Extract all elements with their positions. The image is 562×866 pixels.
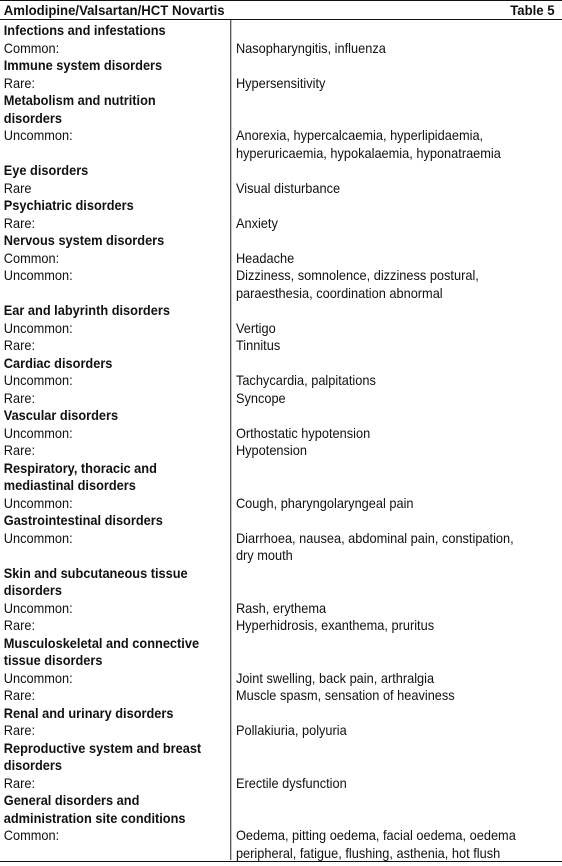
frequency-label: Rare: bbox=[3, 618, 36, 633]
table-row bbox=[0, 145, 562, 163]
organ-class-row bbox=[0, 110, 562, 128]
organ-class-label: disorders bbox=[3, 758, 62, 773]
organ-class-label: Vascular disorders bbox=[3, 408, 119, 423]
organ-class-row bbox=[0, 740, 562, 758]
organ-class-row bbox=[0, 705, 562, 723]
adverse-reaction-text: Visual disturbance bbox=[235, 180, 341, 196]
organ-class-label: Renal and urinary disorders bbox=[3, 705, 174, 721]
organ-class-row bbox=[0, 810, 562, 828]
adverse-reaction-text bbox=[230, 407, 562, 425]
table-row bbox=[0, 827, 562, 845]
table-row bbox=[0, 320, 562, 338]
adverse-reaction-text: dry mouth bbox=[235, 548, 293, 563]
organ-class-label: disorders bbox=[3, 583, 62, 598]
frequency-label: Rare: bbox=[3, 215, 36, 231]
organ-class-row bbox=[0, 355, 562, 373]
adverse-reaction-text: Anxiety bbox=[235, 215, 278, 231]
adverse-reaction-text bbox=[230, 810, 562, 828]
bottom-rule bbox=[0, 861, 562, 862]
frequency-label: Rare bbox=[3, 180, 32, 196]
frequency-label: Uncommon: bbox=[3, 425, 73, 441]
table-row bbox=[0, 285, 562, 303]
organ-class-label: Infections and infestations bbox=[3, 23, 166, 38]
table-row bbox=[0, 180, 562, 198]
organ-class-label: Psychiatric disorders bbox=[3, 198, 134, 213]
organ-class-label: Immune system disorders bbox=[3, 58, 163, 73]
adverse-reaction-text bbox=[230, 582, 562, 600]
adverse-reaction-text: Rash, erythema bbox=[235, 600, 327, 616]
frequency-label: Uncommon: bbox=[3, 268, 73, 283]
table-row bbox=[0, 390, 562, 408]
frequency-label: Uncommon: bbox=[3, 373, 73, 388]
frequency-label bbox=[0, 547, 230, 565]
adverse-reaction-text: Pollakiuria, polyuria bbox=[235, 723, 347, 738]
frequency-label: Uncommon: bbox=[3, 320, 73, 336]
frequency-label bbox=[0, 145, 230, 163]
organ-class-label: mediastinal disorders bbox=[3, 478, 136, 493]
organ-class-label: Eye disorders bbox=[3, 163, 89, 178]
adverse-reaction-text: Orthostatic hypotension bbox=[235, 425, 371, 441]
frequency-label: Common: bbox=[3, 40, 60, 56]
adverse-reaction-text bbox=[230, 792, 562, 810]
frequency-label: Uncommon: bbox=[3, 600, 73, 616]
adverse-reaction-text: Oedema, pitting oedema, facial oedema, oedema bbox=[235, 828, 516, 843]
adverse-reaction-text: Diarrhoea, nausea, abdominal pain, constipation, bbox=[235, 530, 514, 546]
organ-class-label: Musculoskeletal and connective bbox=[3, 635, 200, 651]
organ-class-label: Cardiac disorders bbox=[3, 355, 113, 371]
frequency-label bbox=[0, 285, 230, 303]
adverse-reaction-text bbox=[230, 635, 562, 653]
adverse-reaction-text: Anorexia, hypercalcaemia, hyperlipidaemia, bbox=[235, 128, 484, 143]
adverse-reaction-text bbox=[230, 355, 562, 373]
frequency-label: Uncommon: bbox=[3, 495, 73, 511]
adverse-reaction-text bbox=[230, 302, 562, 320]
organ-class-row bbox=[0, 757, 562, 775]
adverse-events-table bbox=[0, 22, 562, 862]
adverse-reaction-text: Syncope bbox=[235, 390, 286, 406]
table-row bbox=[0, 442, 562, 460]
organ-class-row bbox=[0, 460, 562, 478]
adverse-reaction-text: Erectile dysfunction bbox=[235, 775, 347, 791]
adverse-reaction-text: Tinnitus bbox=[235, 338, 281, 353]
frequency-label: Rare: bbox=[3, 775, 36, 791]
table-row bbox=[0, 127, 562, 145]
table-row bbox=[0, 617, 562, 635]
adverse-reaction-text: Hyperhidrosis, exanthema, pruritus bbox=[235, 618, 435, 633]
organ-class-row bbox=[0, 162, 562, 180]
adverse-reaction-text bbox=[230, 197, 562, 215]
table-row bbox=[0, 267, 562, 285]
organ-class-label: Ear and labyrinth disorders bbox=[3, 303, 170, 318]
organ-class-label: Reproductive system and breast bbox=[3, 740, 202, 756]
organ-class-label: tissue disorders bbox=[3, 653, 103, 668]
organ-class-row bbox=[0, 635, 562, 653]
adverse-reaction-text bbox=[230, 22, 562, 40]
organ-class-label: Nervous system disorders bbox=[3, 233, 165, 248]
organ-class-row bbox=[0, 407, 562, 425]
frequency-label: Common: bbox=[3, 250, 60, 266]
frequency-label bbox=[0, 845, 230, 863]
frequency-label: Common: bbox=[3, 828, 60, 843]
organ-class-row bbox=[0, 512, 562, 530]
table-row bbox=[0, 250, 562, 268]
table-row bbox=[0, 75, 562, 93]
adverse-reaction-text bbox=[230, 740, 562, 758]
adverse-reaction-text: Cough, pharyngolaryngeal pain bbox=[235, 495, 414, 511]
table-row bbox=[0, 372, 562, 390]
organ-class-row bbox=[0, 792, 562, 810]
organ-class-row bbox=[0, 582, 562, 600]
adverse-reaction-text bbox=[230, 705, 562, 723]
table-row bbox=[0, 530, 562, 548]
adverse-reaction-text bbox=[230, 757, 562, 775]
adverse-reaction-text bbox=[230, 232, 562, 250]
adverse-reaction-text: Dizziness, somnolence, dizziness postural, bbox=[235, 268, 479, 283]
table-row bbox=[0, 495, 562, 513]
organ-class-row bbox=[0, 565, 562, 583]
frequency-label: Rare: bbox=[3, 443, 36, 458]
adverse-reaction-text: Nasopharyngitis, influenza bbox=[235, 40, 386, 56]
table-row bbox=[0, 547, 562, 565]
organ-class-row bbox=[0, 57, 562, 75]
adverse-reaction-text: Hypersensitivity bbox=[235, 75, 326, 91]
table-row bbox=[0, 425, 562, 443]
adverse-reaction-text: peripheral, fatigue, flushing, asthenia, hot flush bbox=[235, 845, 501, 861]
table-row bbox=[0, 40, 562, 58]
table-row bbox=[0, 775, 562, 793]
table-row bbox=[0, 722, 562, 740]
frequency-label: Uncommon: bbox=[3, 128, 73, 143]
adverse-reaction-text: paraesthesia, coordination abnormal bbox=[235, 285, 443, 301]
frequency-label: Rare: bbox=[3, 688, 36, 703]
adverse-reaction-text: Tachycardia, palpitations bbox=[235, 373, 376, 388]
organ-class-label: administration site conditions bbox=[3, 810, 186, 826]
adverse-reaction-text bbox=[230, 460, 562, 478]
organ-class-row bbox=[0, 197, 562, 215]
frequency-label: Rare: bbox=[3, 75, 36, 91]
adverse-reaction-text: Hypotension bbox=[235, 443, 307, 458]
table-row bbox=[0, 600, 562, 618]
adverse-reaction-text bbox=[230, 652, 562, 670]
document-title: Amlodipine/Valsartan/HCT Novartis bbox=[3, 2, 225, 18]
adverse-reaction-text bbox=[230, 512, 562, 530]
adverse-reaction-text bbox=[230, 110, 562, 128]
adverse-reaction-text bbox=[230, 92, 562, 110]
table-row bbox=[0, 670, 562, 688]
organ-class-row bbox=[0, 302, 562, 320]
organ-class-row bbox=[0, 652, 562, 670]
frequency-label: Uncommon: bbox=[3, 670, 73, 686]
organ-class-label: General disorders and bbox=[3, 793, 140, 808]
table-row bbox=[0, 215, 562, 233]
organ-class-label: Respiratory, thoracic and bbox=[3, 460, 157, 476]
organ-class-label: Gastrointestinal disorders bbox=[3, 513, 163, 528]
adverse-reaction-text: hyperuricaemia, hypokalaemia, hyponatraemia bbox=[235, 145, 501, 161]
organ-class-label: Metabolism and nutrition bbox=[3, 93, 156, 108]
frequency-label: Rare: bbox=[3, 390, 36, 406]
adverse-reaction-text: Headache bbox=[235, 250, 295, 266]
table-header bbox=[0, 0, 562, 20]
frequency-label: Rare: bbox=[3, 723, 36, 738]
adverse-reaction-text: Joint swelling, back pain, arthralgia bbox=[235, 670, 435, 686]
organ-class-label: disorders bbox=[3, 110, 62, 126]
adverse-reaction-text bbox=[230, 477, 562, 495]
organ-class-row bbox=[0, 477, 562, 495]
adverse-reaction-text bbox=[230, 565, 562, 583]
frequency-label: Rare: bbox=[3, 338, 36, 353]
table-row bbox=[0, 337, 562, 355]
table-row bbox=[0, 687, 562, 705]
organ-class-row bbox=[0, 232, 562, 250]
table-row bbox=[0, 845, 562, 863]
adverse-reaction-text bbox=[230, 162, 562, 180]
adverse-reaction-text: Muscle spasm, sensation of heaviness bbox=[235, 688, 455, 703]
adverse-reaction-text: Vertigo bbox=[235, 320, 276, 336]
organ-class-row bbox=[0, 22, 562, 40]
adverse-reaction-text bbox=[230, 57, 562, 75]
table-number-label: Table 5 bbox=[510, 2, 555, 18]
frequency-label: Uncommon: bbox=[3, 530, 73, 546]
organ-class-label: Skin and subcutaneous tissue bbox=[3, 565, 188, 581]
organ-class-row bbox=[0, 92, 562, 110]
